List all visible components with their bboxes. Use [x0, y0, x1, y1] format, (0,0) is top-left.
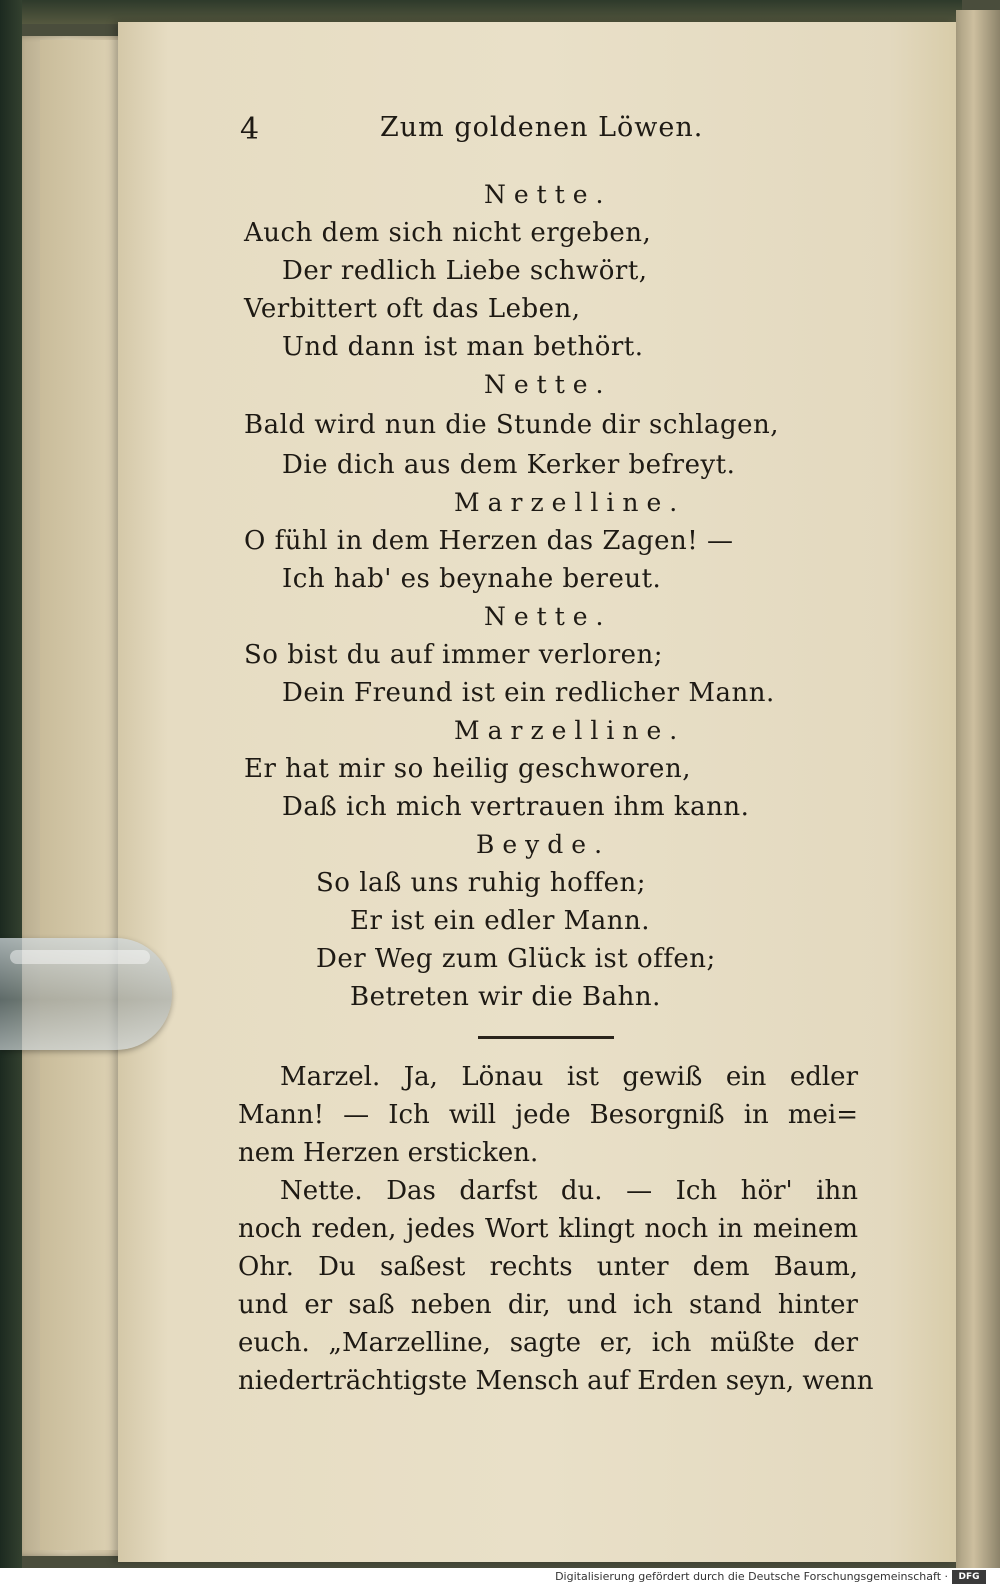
section-divider [478, 1036, 614, 1039]
speaker-label: Marzelline. [454, 488, 686, 517]
digitization-credit: Digitalisierung gefördert durch die Deutsche Forschungsgemeinschaft · [555, 1570, 948, 1583]
verse-line: Er ist ein edler Mann. [350, 906, 651, 936]
verse-line: Betreten wir die Bahn. [350, 982, 661, 1012]
page-stack-edge-inner [40, 40, 130, 1550]
scan-background-left [0, 0, 22, 1587]
prose-line: und er saß neben dir, und ich stand hinter [238, 1290, 858, 1320]
verse-line: Ich hab' es beynahe bereut. [282, 564, 662, 594]
running-title: Zum goldenen Löwen. [380, 112, 704, 143]
verse-line: O fühl in dem Herzen das Zagen! — [244, 526, 734, 556]
verse-line: Er hat mir so heilig geschworen, [244, 754, 691, 784]
prose-line: Nette. Das darfst du. — Ich hör' ihn [280, 1176, 858, 1206]
next-page-edge [956, 10, 1000, 1570]
prose-line: nem Herzen ersticken. [238, 1138, 539, 1168]
prose-line: euch. „Marzelline, sagte er, ich müßte der [238, 1328, 858, 1358]
page-number: 4 [240, 112, 260, 147]
verse-line: Verbittert oft das Leben, [244, 294, 581, 324]
verse-line: Der Weg zum Glück ist offen; [316, 944, 716, 974]
dfg-logo: DFG [952, 1570, 986, 1584]
page-clip-highlight [10, 950, 150, 964]
verse-line: Der redlich Liebe schwört, [282, 256, 648, 286]
verse-line: Bald wird nun die Stunde dir schlagen, [244, 410, 780, 440]
verse-line: Und dann ist man bethört. [282, 332, 644, 362]
speaker-label: Nette. [484, 180, 612, 209]
prose-line: Ohr. Du saßest rechts unter dem Baum, [238, 1252, 858, 1282]
verse-line: Daß ich mich vertrauen ihm kann. [282, 792, 750, 822]
prose-line: Marzel. Ja, Lönau ist gewiß ein edler [280, 1062, 858, 1092]
verse-line: Auch dem sich nicht ergeben, [244, 218, 652, 248]
speaker-label: Nette. [484, 602, 612, 631]
speaker-label: Nette. [484, 370, 612, 399]
verse-line: So laß uns ruhig hoffen; [316, 868, 646, 898]
speaker-label: Beyde. [476, 830, 611, 859]
verse-line: Dein Freund ist ein redlicher Mann. [282, 678, 775, 708]
prose-line: noch reden, jedes Wort klingt noch in meinem [238, 1214, 858, 1244]
scan-background-top [22, 0, 962, 24]
speaker-label: Marzelline. [454, 716, 686, 745]
prose-line: Mann! — Ich will jede Besorgniß in mei= [238, 1100, 858, 1130]
prose-line: niederträchtigste Mensch auf Erden seyn, wenn [238, 1366, 874, 1396]
verse-line: So bist du auf immer verloren; [244, 640, 664, 670]
verse-line: Die dich aus dem Kerker befreyt. [282, 450, 736, 480]
